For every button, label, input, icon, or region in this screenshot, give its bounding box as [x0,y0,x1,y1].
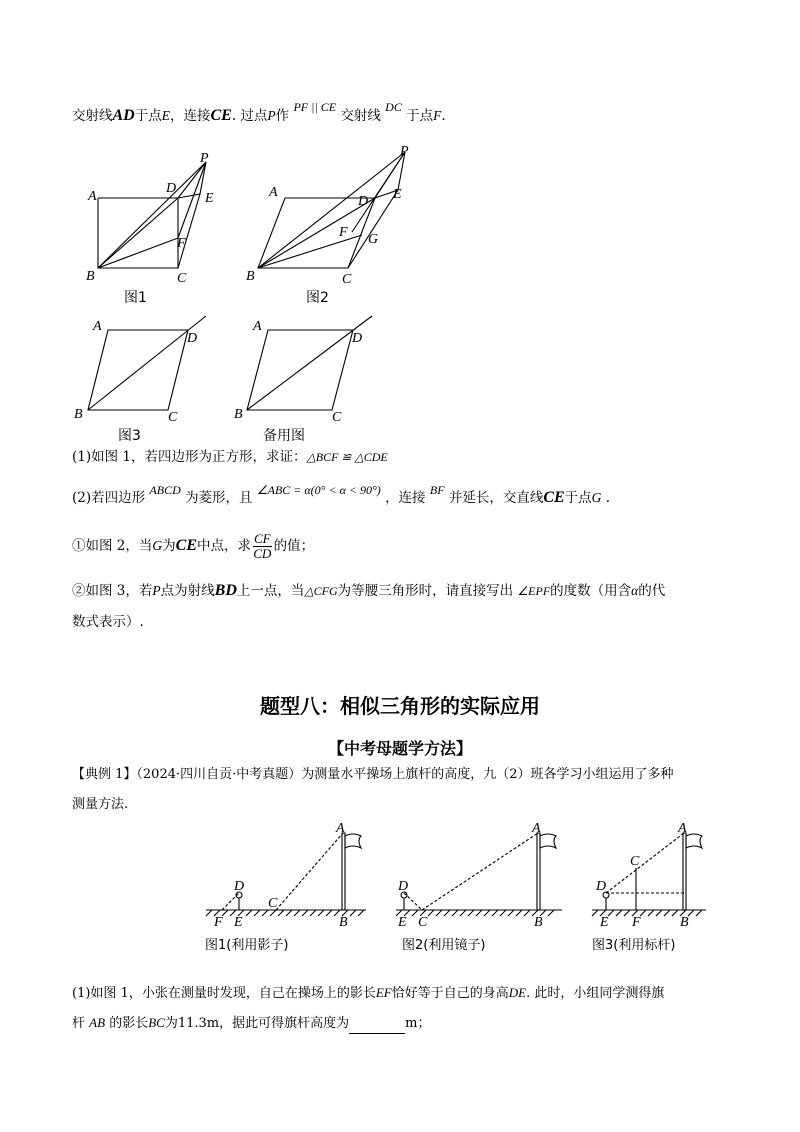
flag-2 [540,834,556,848]
label-B: B [74,407,83,422]
text: 于点 [406,108,434,124]
text: ，据此可得旗杆高度为 [219,1016,350,1031]
math: E [161,108,170,123]
label-A: A [88,189,97,204]
text: 为 [164,1016,178,1031]
math: CE [210,107,232,124]
text: 上一点，当 [236,583,305,599]
label-B: B [234,407,243,422]
subsection-title: 【中考母题学方法】 [327,739,472,758]
label-C: C [342,272,352,287]
question-1 [72,447,388,467]
fig1-PF [178,162,206,238]
point-labels [74,144,409,425]
question-2a [72,532,314,561]
section-title: 题型八：相似三角形的实际应用 [260,694,540,718]
fig1-DPE [178,162,206,198]
math: AD [112,107,135,124]
math: BC [148,1015,165,1030]
text: 的度数（用含 [550,583,632,599]
label-C: C [418,915,428,930]
label-D: D [596,879,607,894]
text: 于点 [134,108,162,124]
math: AB [89,1015,106,1030]
text: 为等腰三角形时，请直接写出 [337,583,514,599]
text: 恰好等于自己的身高 [391,986,509,1001]
math: G [591,490,602,505]
label-C: C [268,896,278,911]
label-E: E [205,191,214,206]
label-A: A [93,319,102,334]
question-2 [72,483,611,508]
label-A: A [253,319,262,334]
text: 交射线 [340,108,381,124]
text: 的值； [273,538,315,554]
text: 交射线 [72,108,113,124]
fig2-label: 图2 [306,290,329,306]
label-E: E [393,187,402,202]
math: α [631,583,639,598]
label-F: F [214,915,223,930]
text: 作 [275,108,290,124]
math: BF [429,483,445,497]
fig1-BD [98,198,178,268]
label-F: F [177,236,186,251]
label-C: C [332,410,342,425]
label-D: D [398,879,409,894]
math: P [152,583,161,598]
fig1-BF [98,238,178,268]
label-P: P [200,151,209,166]
label-D: D [358,194,369,209]
label-F: F [632,915,641,930]
label-A: A [269,185,278,200]
text: . [441,108,446,124]
label-D: D [166,181,177,196]
text: 杆 [72,1016,86,1031]
math: BD [214,582,237,599]
text: 的代 [638,583,666,599]
label-C: C [177,271,187,286]
label-B: B [86,269,95,284]
label-A: A [336,821,345,836]
label-B: B [680,915,689,930]
label-E: E [234,915,243,930]
ground-3 [592,910,706,916]
fig1-BP [98,162,206,268]
math: EF [375,985,392,1000]
denominator: CD [253,546,272,561]
label-D: D [352,331,363,346]
answer-blank[interactable] [349,1019,405,1034]
label-A: A [532,821,541,836]
math: ∠ABC = α(0° < α < 90°) [256,483,381,497]
label-E: E [398,915,407,930]
fig1-caption: 图1(利用影子) [205,938,289,953]
fig4-label: 备用图 [263,428,305,444]
label-P: P [400,144,409,159]
math: ∠EPF [517,584,551,598]
fig2-caption: 图2(利用镜子) [402,938,486,953]
label-D: D [187,331,198,346]
numerator: CF [253,531,271,546]
label-D: D [234,879,245,894]
math: ABCD [149,483,181,497]
question-2b-line2: 数式表示）. [72,614,144,630]
geometry-figures-top [60,140,480,445]
math: △CFG [304,584,338,598]
text: (1)如图 1，若四边形为正方形，求证： [72,449,307,465]
intro-line [72,100,446,126]
text: m； [405,1016,431,1031]
fraction-cf-cd [253,532,272,561]
flag-1 [345,834,361,848]
text: ，连接 [385,490,426,506]
label-B: B [339,915,348,930]
math: DE [508,985,527,1000]
flag-3 [686,834,702,848]
text: 的影长 [109,1016,149,1031]
text: 并延长，交直线 [448,490,544,506]
label-A: A [678,821,687,836]
text: (2)若四边形 [72,490,146,506]
math: CE [175,537,197,554]
math: CE [543,489,565,506]
question-2b [72,581,665,601]
label-F: F [339,225,348,240]
fig3-label: 图3 [118,428,141,444]
text: ②如图 3，若 [72,583,153,599]
math: G [152,538,163,553]
text: 点为射线 [160,583,215,599]
fig3-caption: 图3(利用标杆) [592,938,676,953]
text: 为菱形，且 [185,490,253,506]
text: . 此时，小组同学测得旗 [526,986,665,1001]
fig1-CE [178,194,200,268]
label-B: B [246,269,255,284]
math: P [267,108,276,123]
text: . 过点 [231,108,268,124]
text: (1)如图 1，小张在测量时发现，自己在操场上的影长 [72,986,376,1001]
math: F [433,108,442,123]
math: 11.3m [177,1016,220,1031]
text: . [605,490,611,506]
example-question-1-line2 [72,1013,430,1034]
label-B: B [534,915,543,930]
math: △BCF ≌ △CDE [306,450,388,464]
label-G: G [368,232,379,247]
label-E: E [600,915,609,930]
text: ，连接 [169,108,211,124]
example-line2: 测量方法. [72,797,129,812]
text: 为 [162,538,176,554]
example-line1: 【典例 1】（2024·四川自贡·中考真题）为测量水平操场上旗杆的高度，九（2）班各学习小组运用了多种 [72,767,674,782]
text: 于点 [564,490,592,506]
label-C: C [168,410,178,425]
fig1-label: 图1 [124,290,147,306]
text: ①如图 2，当 [72,538,153,554]
example-question-1 [72,983,664,1004]
label-C: C [630,854,640,869]
math: PF || CE [293,100,337,114]
math: DC [385,100,402,114]
text: 中点，求 [196,538,251,554]
